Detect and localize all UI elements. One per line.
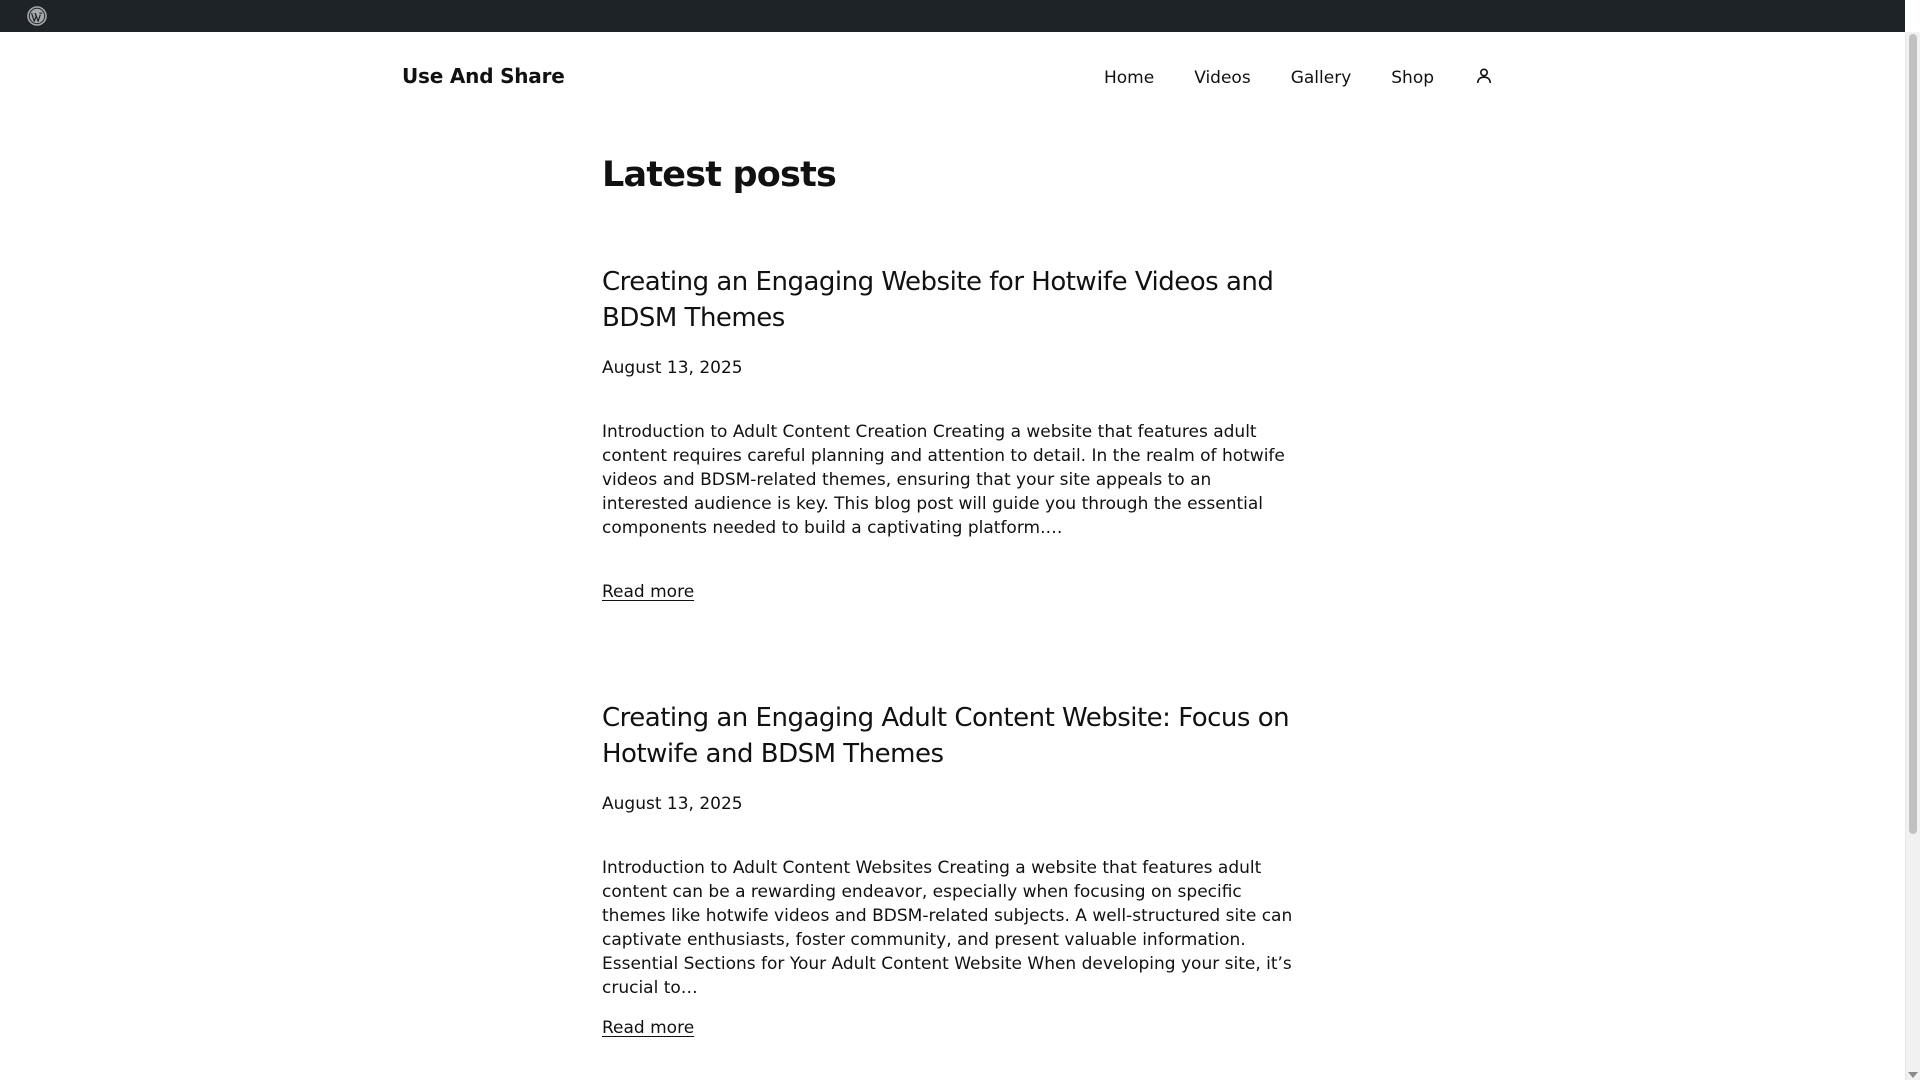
nav-item-home[interactable]: Home	[1104, 68, 1155, 88]
read-more-link[interactable]: Read more	[602, 1018, 695, 1038]
post-date: August 13, 2025	[602, 794, 743, 814]
post-excerpt: Introduction to Adult Content Websites Creating a website that features adult content can be a rewarding endeavor, especially when focusing on specific themes like hotwife videos and BDSM-related subjects. A well-structured site can captivate enthusiasts, foster community, and present valuable information. Essential Sections for Your Adult Content Website When developing your site, it’s crucial to…	[602, 858, 1293, 998]
post-title	[602, 700, 1302, 772]
wordpress-icon[interactable]	[27, 6, 47, 26]
main-content	[602, 152, 1302, 1038]
admin-bar	[0, 0, 1905, 32]
post-title	[602, 264, 1302, 336]
nav-item-gallery[interactable]: Gallery	[1290, 68, 1352, 88]
read-more-link[interactable]: Read more	[602, 582, 695, 602]
post-excerpt: Introduction to Adult Content Creation Creating a website that features adult content requires careful planning and attention to detail. In the realm of hotwife videos and BDSM-related themes, ensuring that your site appeals to an interested audience is key. This blog post will guide you through the essential components needed to build a captivating platform.…	[602, 422, 1285, 538]
nav-item-videos[interactable]: Videos	[1194, 68, 1251, 88]
main-navigation	[1104, 66, 1434, 90]
post-title-link[interactable]: Creating an Engaging Adult Content Website: Focus on Hotwife and BDSM Themes	[602, 703, 1290, 769]
page	[0, 32, 1905, 1080]
post-title-link[interactable]: Creating an Engaging Website for Hotwife Videos and BDSM Themes	[602, 267, 1274, 333]
site-header	[0, 32, 1905, 120]
scrollbar-thumb[interactable]	[1909, 34, 1917, 834]
vertical-scrollbar[interactable]	[1905, 32, 1920, 1080]
nav-item-shop[interactable]: Shop	[1391, 68, 1435, 88]
site-title[interactable]: Use And Share	[402, 64, 565, 88]
scroll-down-arrow-icon[interactable]	[1908, 1072, 1918, 1078]
user-icon[interactable]	[1474, 66, 1494, 86]
post-date: August 13, 2025	[602, 358, 743, 378]
page-title: Latest posts	[602, 155, 837, 195]
